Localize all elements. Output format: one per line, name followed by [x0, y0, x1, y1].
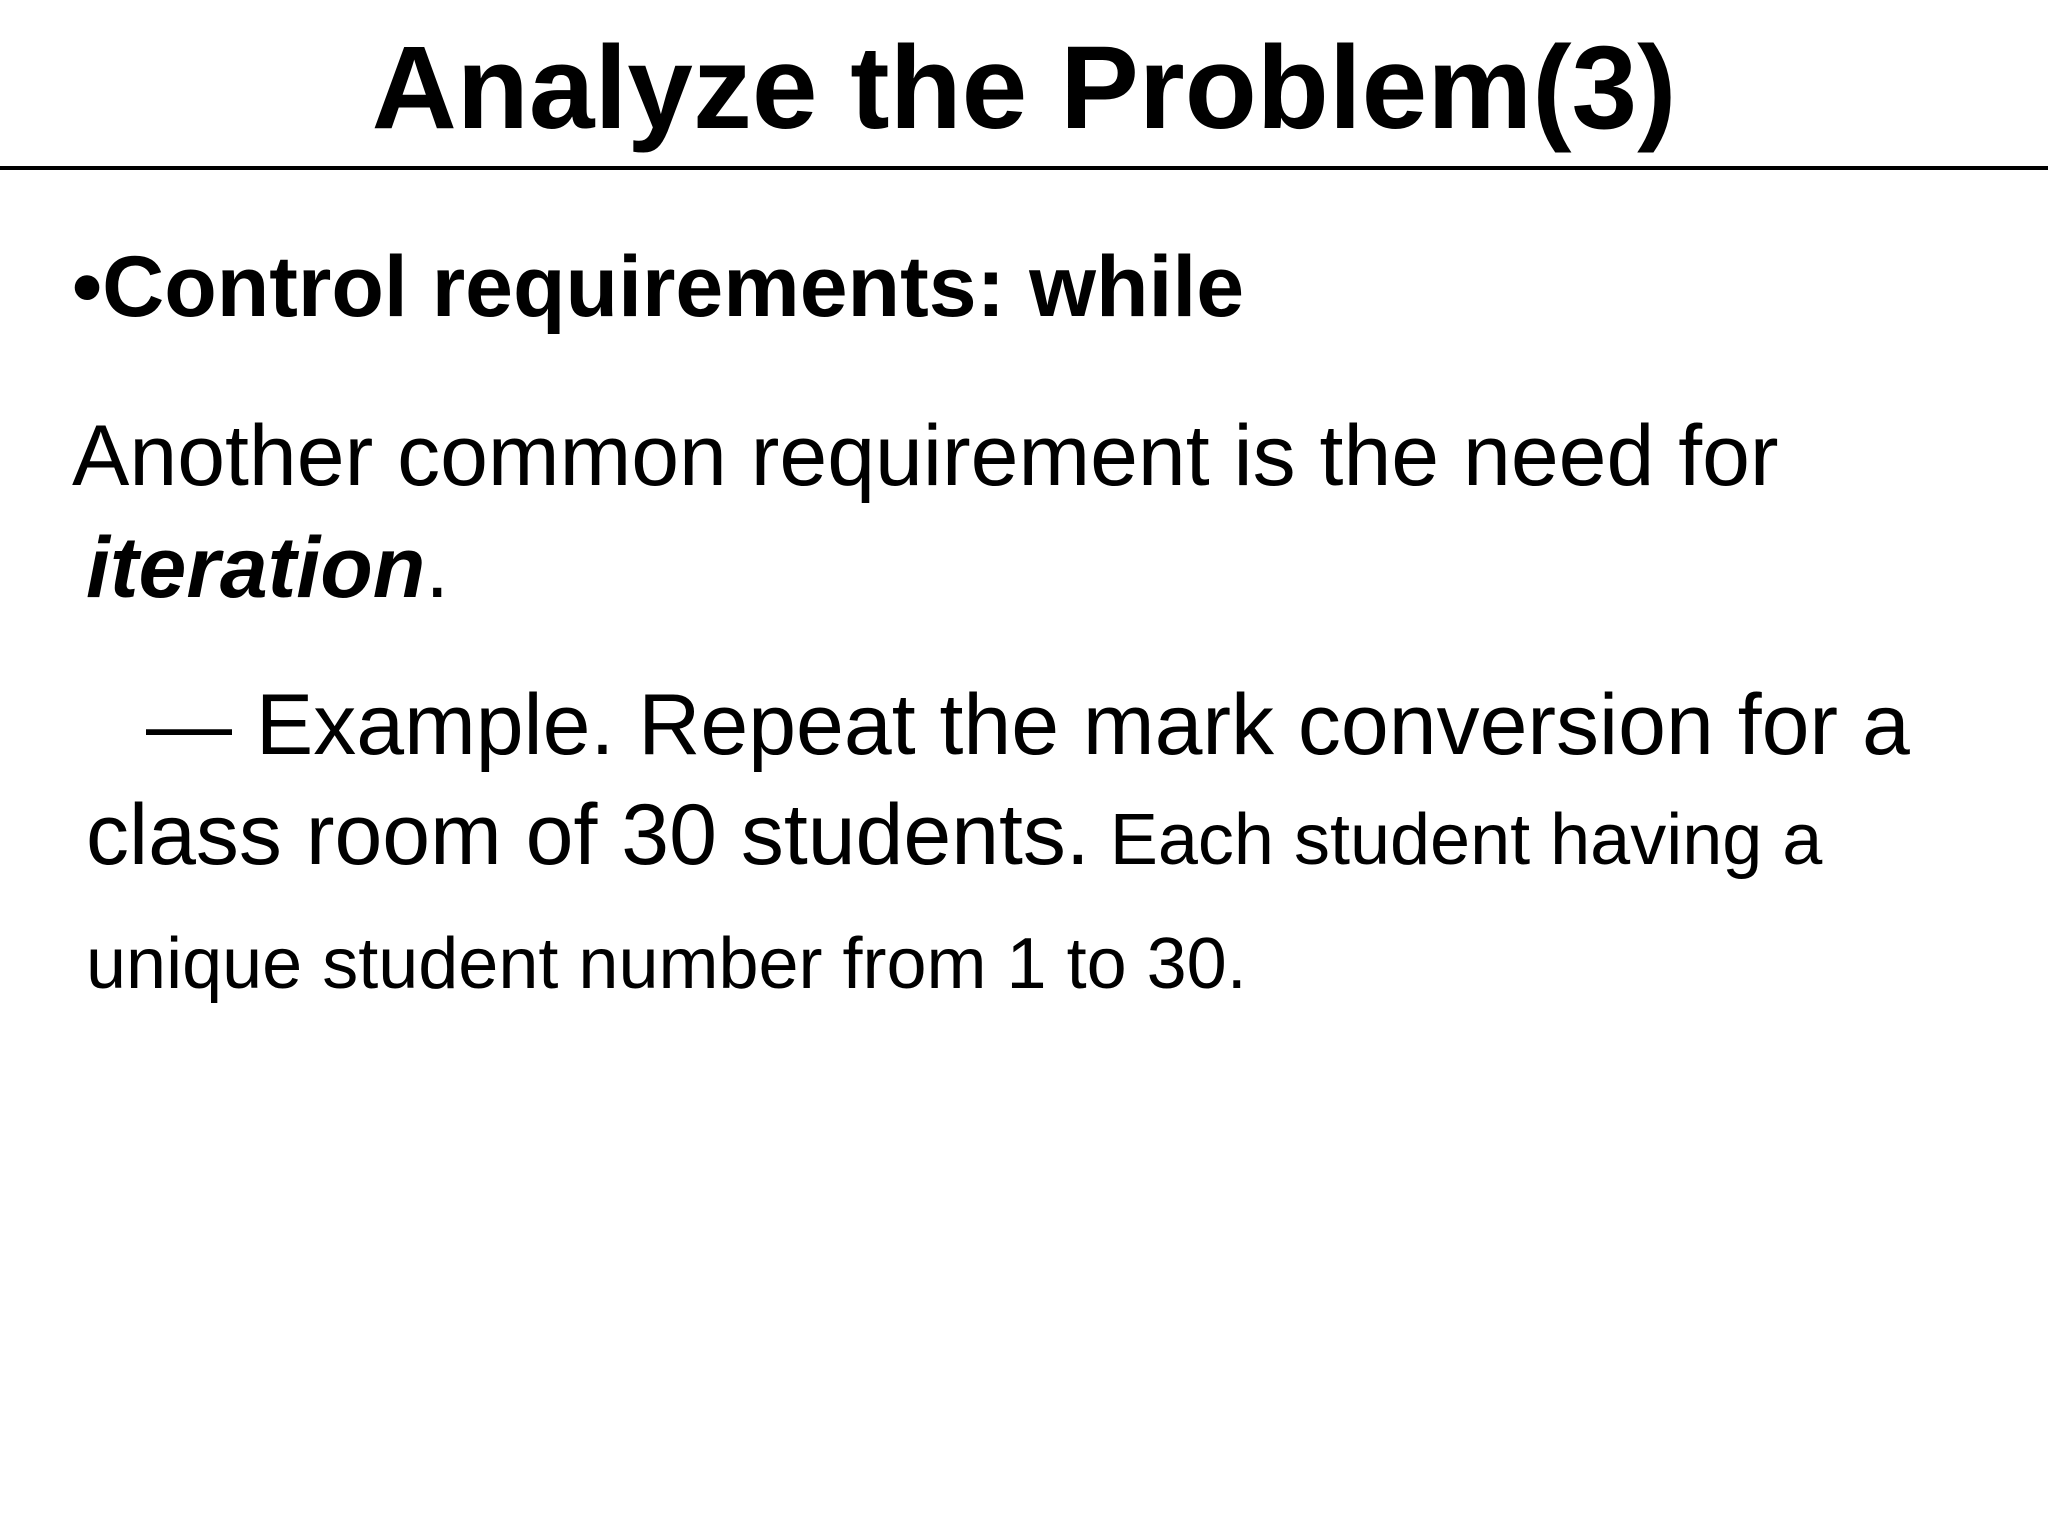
para1-period: . — [425, 520, 450, 616]
example-line-2-big: class room of 30 students. — [86, 787, 1090, 883]
heading-text: Control requirements: while — [102, 239, 1245, 335]
bullet-heading — [72, 232, 1244, 342]
example-line-1 — [86, 670, 2046, 780]
example-line-2 — [86, 780, 2046, 915]
example-line-1-text: Example. Repeat the mark conversion for a — [232, 677, 1910, 773]
paragraph-iteration — [72, 400, 2032, 624]
para1-line2 — [72, 512, 2032, 624]
title-divider — [0, 166, 2048, 170]
example-line-3: unique student number from 1 to 30. — [86, 924, 1247, 1004]
em-dash: — — [146, 677, 232, 773]
example-line-2-small: Each student having a — [1089, 800, 1823, 880]
slide-title: Analyze the Problem(3) — [371, 22, 1677, 154]
para1-text: Another common requirement is the need for — [72, 408, 1779, 504]
bullet-icon: • — [72, 239, 103, 335]
para1-emphasis: iteration — [86, 520, 426, 616]
paragraph-example — [86, 670, 2046, 1013]
